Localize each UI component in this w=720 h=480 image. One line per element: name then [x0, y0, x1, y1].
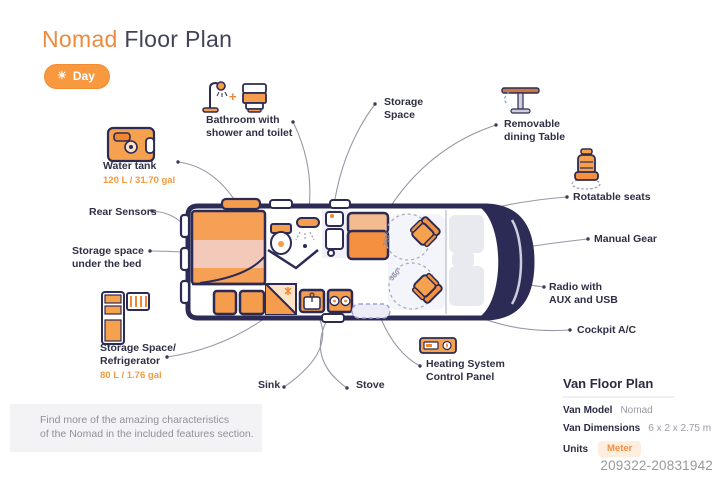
page-title-accent: Nomad [42, 26, 118, 52]
water-tank-capacity: 120 L / 31.70 gal [103, 175, 176, 187]
fridge-capacity: 80 L / 1.76 gal [100, 370, 162, 382]
info-row-dimensions: Van Dimensions 6 x 2 x 2.75 m [563, 423, 712, 434]
dining-table-icon [502, 88, 539, 113]
label-water-tank: Water tank 120 L / 31.70 gal [103, 160, 176, 187]
label-sink: Sink [258, 379, 281, 391]
label-heating: Heating System Control Panel [426, 358, 505, 384]
label-bathroom: Bathroom with shower and toilet [206, 114, 293, 140]
closet-storage [326, 212, 343, 256]
label-stove: Stove [356, 379, 385, 391]
day-mode-button[interactable] [44, 64, 110, 89]
label-rotatable-seats: Rotatable seats [573, 191, 651, 203]
bench-seat [348, 213, 388, 259]
roof-water-tank [222, 199, 260, 209]
rotation-label-2: 360° [388, 267, 404, 283]
day-mode-label: Day [72, 69, 95, 83]
shower-icon [203, 82, 227, 112]
rotatable-seat-icon [572, 149, 600, 189]
stove-unit [328, 290, 352, 312]
rotation-label-1: 360° [382, 231, 393, 248]
sink-unit [300, 290, 324, 312]
toilet [271, 224, 291, 254]
plus-separator: + [229, 89, 237, 104]
page-title-rest: Floor Plan [124, 26, 233, 52]
heating-panel-icon [420, 338, 456, 353]
sun-icon: ☀ [57, 69, 67, 82]
info-row-model: Van Model Nomad [563, 405, 653, 416]
page-title [42, 26, 232, 53]
label-manual-gear: Manual Gear [594, 233, 658, 245]
info-panel-title: Van Floor Plan [563, 376, 654, 391]
van-model-value: Nomad [620, 405, 653, 416]
toilet-icon [243, 84, 266, 112]
label-storage-space: Storage Space [384, 96, 424, 122]
van-dimensions-value: 6 x 2 x 2.75 m [648, 423, 712, 434]
bed [192, 211, 265, 284]
van-info-panel [563, 376, 715, 457]
watermark-id: 209322-20831942 [600, 458, 713, 473]
water-tank-icon [108, 128, 154, 161]
label-cockpit-ac: Cockpit A/C [577, 324, 637, 336]
fridge-corner-unit [266, 284, 296, 314]
info-row-units: Units Meter [563, 441, 715, 457]
label-dining-table: Removable dining Table [504, 118, 566, 144]
footer-note: Find more of the amazing characteristics of the Nomad in the included features section. [10, 404, 262, 452]
under-bed-storage [214, 291, 264, 314]
label-radio: Radio with AUX and USB [549, 281, 618, 307]
label-rear-sensors: Rear Sensors [89, 206, 157, 218]
rear-sensor-tabs [181, 215, 189, 303]
label-storage-under-bed: Storage space under the bed [72, 245, 144, 271]
refrigerator-icon [102, 292, 149, 344]
units-badge[interactable]: Meter [598, 441, 641, 457]
info-panel-divider [563, 396, 675, 398]
heating-panel-footprint [352, 304, 390, 318]
label-storage-fridge: Storage Space/ Refrigerator 80 L / 1.76 gal [100, 342, 176, 382]
